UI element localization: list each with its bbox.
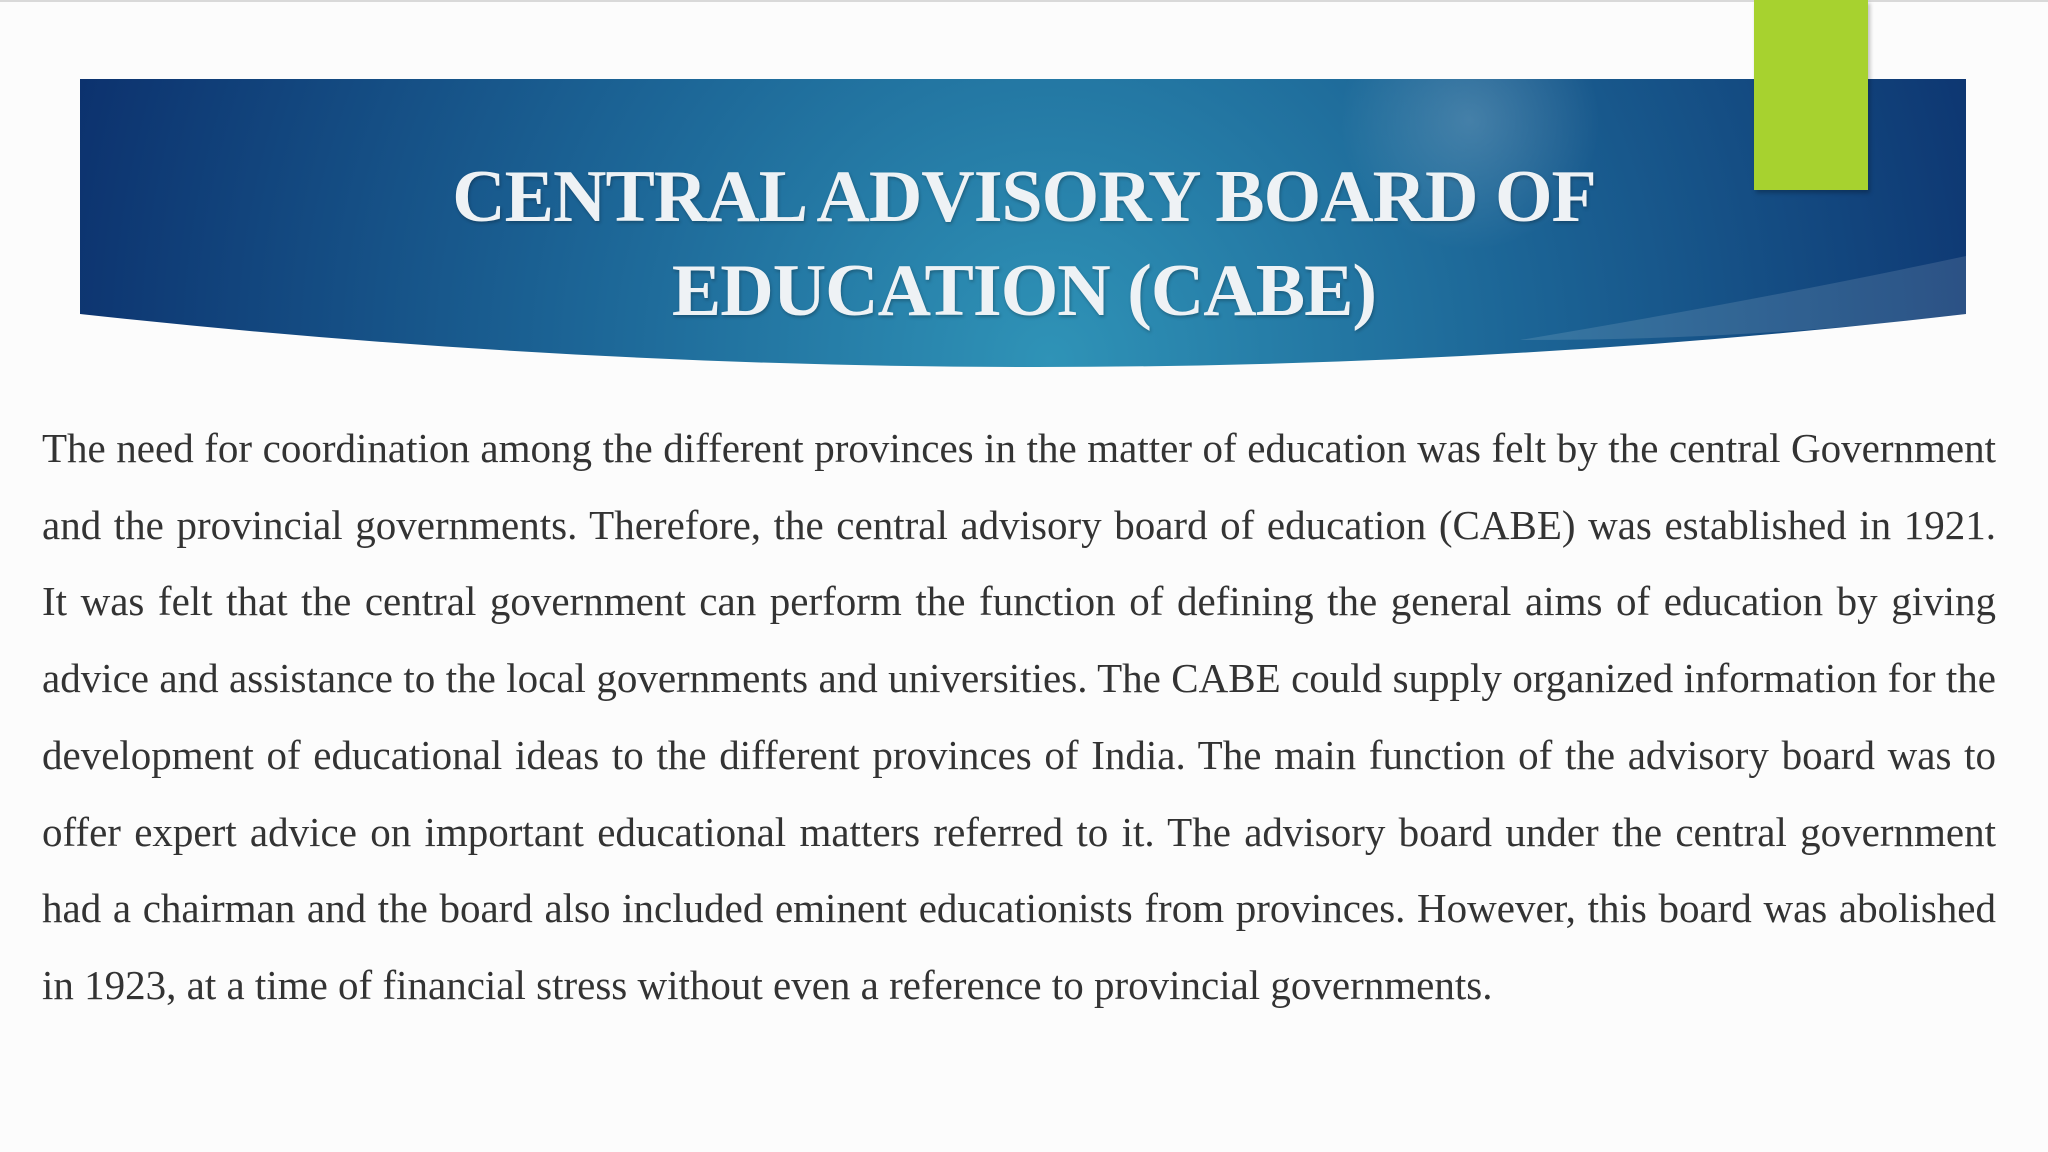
- body-paragraph: The need for coordination among the different provinces in the matter of education was felt by the central Government and the provincial governments. Therefore, the central advisory board of education (CABE) was established in 1921. It was felt that the central government can perform the function of defining the general aims of education by giving advice and assistance to the local governments and universities. The CABE could supply organized information for the development of educational ideas to the different provinces of India. The main function of the advisory board was to offer expert advice on important educational matters referred to it. The advisory board under the central government had a chairman and the board also included eminent educationists from provinces. However, this board was abolished in 1923, at a time of financial stress without even a reference to provincial governments.: [42, 425, 1996, 1008]
- accent-bar: [1754, 0, 1868, 190]
- slide-title: CENTRAL ADVISORY BOARD OF EDUCATION (CABE): [452, 156, 1596, 332]
